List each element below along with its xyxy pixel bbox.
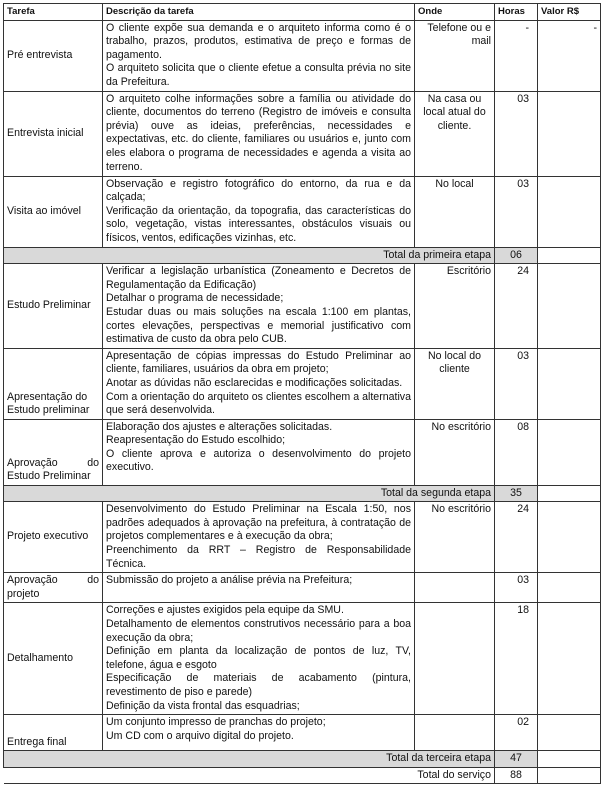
subtotal-horas: 06 — [495, 247, 538, 264]
valor-cell — [538, 573, 601, 603]
onde-cell: No escritório — [415, 419, 495, 485]
descricao-line: Reapresentação do Estudo escolhido; — [106, 434, 286, 447]
subtotal-horas: 35 — [495, 485, 538, 502]
valor-cell — [538, 348, 601, 419]
descricao-line: Definição da vista frontal das esquadrias; — [106, 699, 300, 712]
tarefa-cell: Aprovação do projeto — [4, 573, 103, 603]
descricao-cell — [103, 264, 415, 349]
table-row — [4, 176, 601, 247]
tarefa-cell: Entrevista inicial — [4, 91, 103, 176]
tarefa-cell: Visita ao imóvel — [4, 176, 103, 247]
descricao-line: Anotar as dúvidas não esclarecidas e modificações solicitadas. — [106, 376, 403, 389]
header-onde: Onde — [415, 4, 495, 21]
descricao-line: O arquiteto solicita que o cliente efetue a consulta prévia no site da Prefeitura. — [106, 62, 411, 88]
subtotal-row — [4, 751, 601, 768]
onde-cell — [415, 603, 495, 715]
header-horas: Horas — [495, 4, 538, 21]
horas-cell: 18 — [495, 603, 538, 715]
grand-total-label: Total do serviço — [4, 767, 495, 784]
horas-cell: 02 — [495, 715, 538, 751]
descricao-cell — [103, 176, 415, 247]
service-schedule-table — [3, 3, 601, 784]
descricao-cell — [103, 715, 415, 751]
table-row — [4, 603, 601, 715]
valor-cell — [538, 176, 601, 247]
subtotal-valor — [538, 247, 601, 264]
onde-cell: Escritório — [415, 264, 495, 349]
valor-cell — [538, 264, 601, 349]
table-row — [4, 419, 601, 485]
subtotal-label: Total da primeira etapa — [4, 247, 495, 264]
tarefa-cell: Entrega final — [4, 715, 103, 751]
descricao-line: Detalhamento de elementos construtivos necessário para a boa execução da obra; — [106, 618, 411, 644]
descricao-line: Detalhar o programa de necessidade; — [106, 292, 284, 305]
subtotal-row — [4, 247, 601, 264]
onde-cell — [415, 573, 495, 603]
tarefa-cell: Pré entrevista — [4, 20, 103, 91]
onde-cell: No local do cliente — [415, 348, 495, 419]
subtotal-label: Total da terceira etapa — [4, 751, 495, 768]
onde-cell — [415, 715, 495, 751]
descricao-cell — [103, 91, 415, 176]
descricao-line: Um conjunto impresso de pranchas do projeto; — [106, 716, 326, 729]
valor-cell — [538, 603, 601, 715]
descricao-line: Estudar duas ou mais soluções na escala 1:100 em plantas, cortes elevações, perspectivas e memorial justificativo com estimativa de custo da obra pelo CUB. — [106, 305, 411, 346]
horas-cell: 03 — [495, 573, 538, 603]
horas-cell: 03 — [495, 176, 538, 247]
subtotal-row — [4, 485, 601, 502]
onde-cell: Telefone ou e mail — [415, 20, 495, 91]
valor-cell — [538, 91, 601, 176]
subtotal-horas: 47 — [495, 751, 538, 768]
horas-cell: 24 — [495, 502, 538, 573]
descricao-line: Definição em planta da localização de pontos de luz, TV, telefone, água e esgoto — [106, 645, 411, 671]
valor-cell — [538, 502, 601, 573]
table-row — [4, 348, 601, 419]
tarefa-cell: Detalhamento — [4, 603, 103, 715]
subtotal-valor — [538, 485, 601, 502]
descricao-cell — [103, 20, 415, 91]
table-row — [4, 715, 601, 751]
header-valor: Valor R$ — [538, 4, 601, 21]
valor-cell — [538, 419, 601, 485]
tarefa-cell: Projeto executivo — [4, 502, 103, 573]
table-row — [4, 20, 601, 91]
descricao-line: Correções e ajustes exigidos pela equipe da SMU. — [106, 604, 344, 617]
table-row — [4, 264, 601, 349]
onde-cell: No escritório — [415, 502, 495, 573]
grand-total-row — [4, 767, 601, 784]
header-tarefa: Tarefa — [4, 4, 103, 21]
horas-cell: 08 — [495, 419, 538, 485]
descricao-line: Verificação da orientação, da topografia, das características do solo, vegetação, vistas interessantes, obstáculos visuais ou físicos, ventos, edificações vizinhas, etc. — [106, 204, 411, 244]
descricao-line: Verificar a legislação urbanística (Zoneamento e Decretos de Regulamentação da Edificação) — [106, 265, 411, 291]
descricao-line: Com a orientação do arquiteto os clientes escolhem a alternativa que será desenvolvida. — [106, 390, 411, 417]
descricao-cell — [103, 603, 415, 715]
descricao-cell — [103, 502, 415, 573]
descricao-line: Submissão do projeto a análise prévia na Prefeitura; — [106, 574, 353, 587]
tarefa-cell: Aprovação do Estudo Preliminar — [4, 419, 103, 485]
grand-total-valor — [538, 767, 601, 784]
descricao-line: Preenchimento da RRT – Registro de Responsabilidade Técnica. — [106, 544, 411, 570]
descricao-cell — [103, 348, 415, 419]
descricao-line: O cliente expõe sua demanda e o arquiteto informa como é o trabalho, prazos, produtos, estimativa de preço e formas de pagamento. — [106, 21, 411, 61]
descricao-line: Especificação de materiais de acabamento (pintura, revestimento de piso e parede) — [106, 672, 411, 698]
descricao-line: Desenvolvimento do Estudo Preliminar na Escala 1:50, nos padrões adequados à aprovação na prefeitura, à contratação de projetos complementares e à execução da obra; — [106, 503, 411, 543]
table-row — [4, 91, 601, 176]
descricao-cell — [103, 573, 415, 603]
table-row — [4, 502, 601, 573]
subtotal-valor — [538, 751, 601, 768]
valor-cell: - — [538, 20, 601, 91]
onde-cell: No local — [415, 176, 495, 247]
subtotal-label: Total da segunda etapa — [4, 485, 495, 502]
descricao-line: O cliente aprova e autoriza o desenvolvimento do projeto executivo. — [106, 447, 411, 474]
tarefa-cell: Apresentação do Estudo preliminar — [4, 348, 103, 419]
descricao-line: Observação e registro fotográfico do entorno, da rua e da calçada; — [106, 177, 411, 204]
header-descricao: Descrição da tarefa — [103, 4, 415, 21]
horas-cell: 03 — [495, 91, 538, 176]
table-row — [4, 573, 601, 603]
descricao-line: Elaboração dos ajustes e alterações solicitadas. — [106, 420, 333, 433]
valor-cell — [538, 715, 601, 751]
horas-cell: 03 — [495, 348, 538, 419]
tarefa-cell: Estudo Preliminar — [4, 264, 103, 349]
onde-cell: Na casa ou local atual do cliente. — [415, 91, 495, 176]
horas-cell: 24 — [495, 264, 538, 349]
grand-total-horas: 88 — [495, 767, 538, 784]
header-row — [4, 4, 601, 21]
descricao-line: Apresentação de cópias impressas do Estudo Preliminar ao cliente, familiares, usuários da obra em projeto; — [106, 349, 411, 376]
descricao-cell — [103, 419, 415, 485]
descricao-line: O arquiteto colhe informações sobre a família ou atividade do cliente, documentos do terreno (Registro de imóveis e consulta prévia) ouve as ideias, preferências, necessidades e expectativas, etc. do cliente, familiares ou usuários e, junto com eles elabora o programa de necessidades e agenda a visita ao terreno. — [106, 92, 411, 173]
horas-cell: - — [495, 20, 538, 91]
descricao-line: Um CD com o arquivo digital do projeto. — [106, 729, 294, 742]
